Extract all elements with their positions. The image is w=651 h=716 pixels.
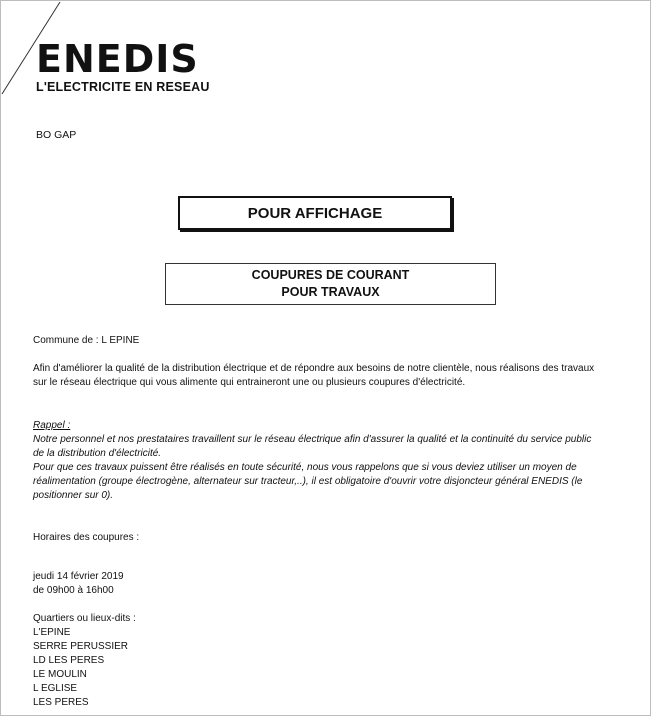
- commune-line: Commune de : L EPINE: [33, 335, 140, 346]
- rappel-paragraph-1: Notre personnel et nos prestataires travaillent sur le réseau électrique afin d'assurer la qualité et la continuité du service public de la distribution d'électricité.: [33, 434, 592, 459]
- quartier-item: L'EPINE: [33, 627, 71, 638]
- logo-tagline: L'ELECTRICITE EN RESEAU: [36, 80, 210, 94]
- quartier-item: L EGLISE: [33, 683, 78, 694]
- quartier-item: LE MOULIN: [33, 669, 87, 680]
- quartier-item: LES PERES: [33, 697, 89, 708]
- subject-line-2: POUR TRAVAUX: [281, 285, 380, 299]
- quartiers-label: Quartiers ou lieux-dits :: [33, 613, 136, 624]
- rappel-paragraph-2: Pour que ces travaux puissent être réalisés en toute sécurité, nous vous rappelons que si vous deviez utiliser un moyen de réalimentation (groupe électrogène, alternateur sur tracteur,..), il est obligatoire d'ouvrir votre disjoncteur général ENEDIS (le positionner sur 0).: [33, 462, 583, 501]
- enedis-logo: ENEDIS: [36, 37, 199, 81]
- cut-date: jeudi 14 février 2019: [33, 571, 124, 582]
- intro-paragraph: Afin d'améliorer la qualité de la distribution électrique et de répondre aux besoins de notre clientèle, nous réalisons des travaux sur le réseau électrique qui vous alimente qui entraineront une ou plusieurs coupures d'électricité.: [33, 363, 595, 388]
- notice-title-box: [178, 196, 452, 230]
- quartier-item: SERRE PERUSSIER: [33, 641, 129, 652]
- rappel-label: Rappel :: [33, 420, 71, 431]
- office-label: BO GAP: [36, 129, 77, 141]
- cut-time: de 09h00 à 16h00: [33, 585, 114, 596]
- notice-title: POUR AFFICHAGE: [247, 204, 383, 222]
- subject-box: [165, 263, 496, 305]
- horaires-label: Horaires des coupures :: [33, 532, 140, 543]
- quartier-item: LD LES PERES: [33, 655, 105, 666]
- subject-line-1: COUPURES DE COURANT: [251, 268, 410, 282]
